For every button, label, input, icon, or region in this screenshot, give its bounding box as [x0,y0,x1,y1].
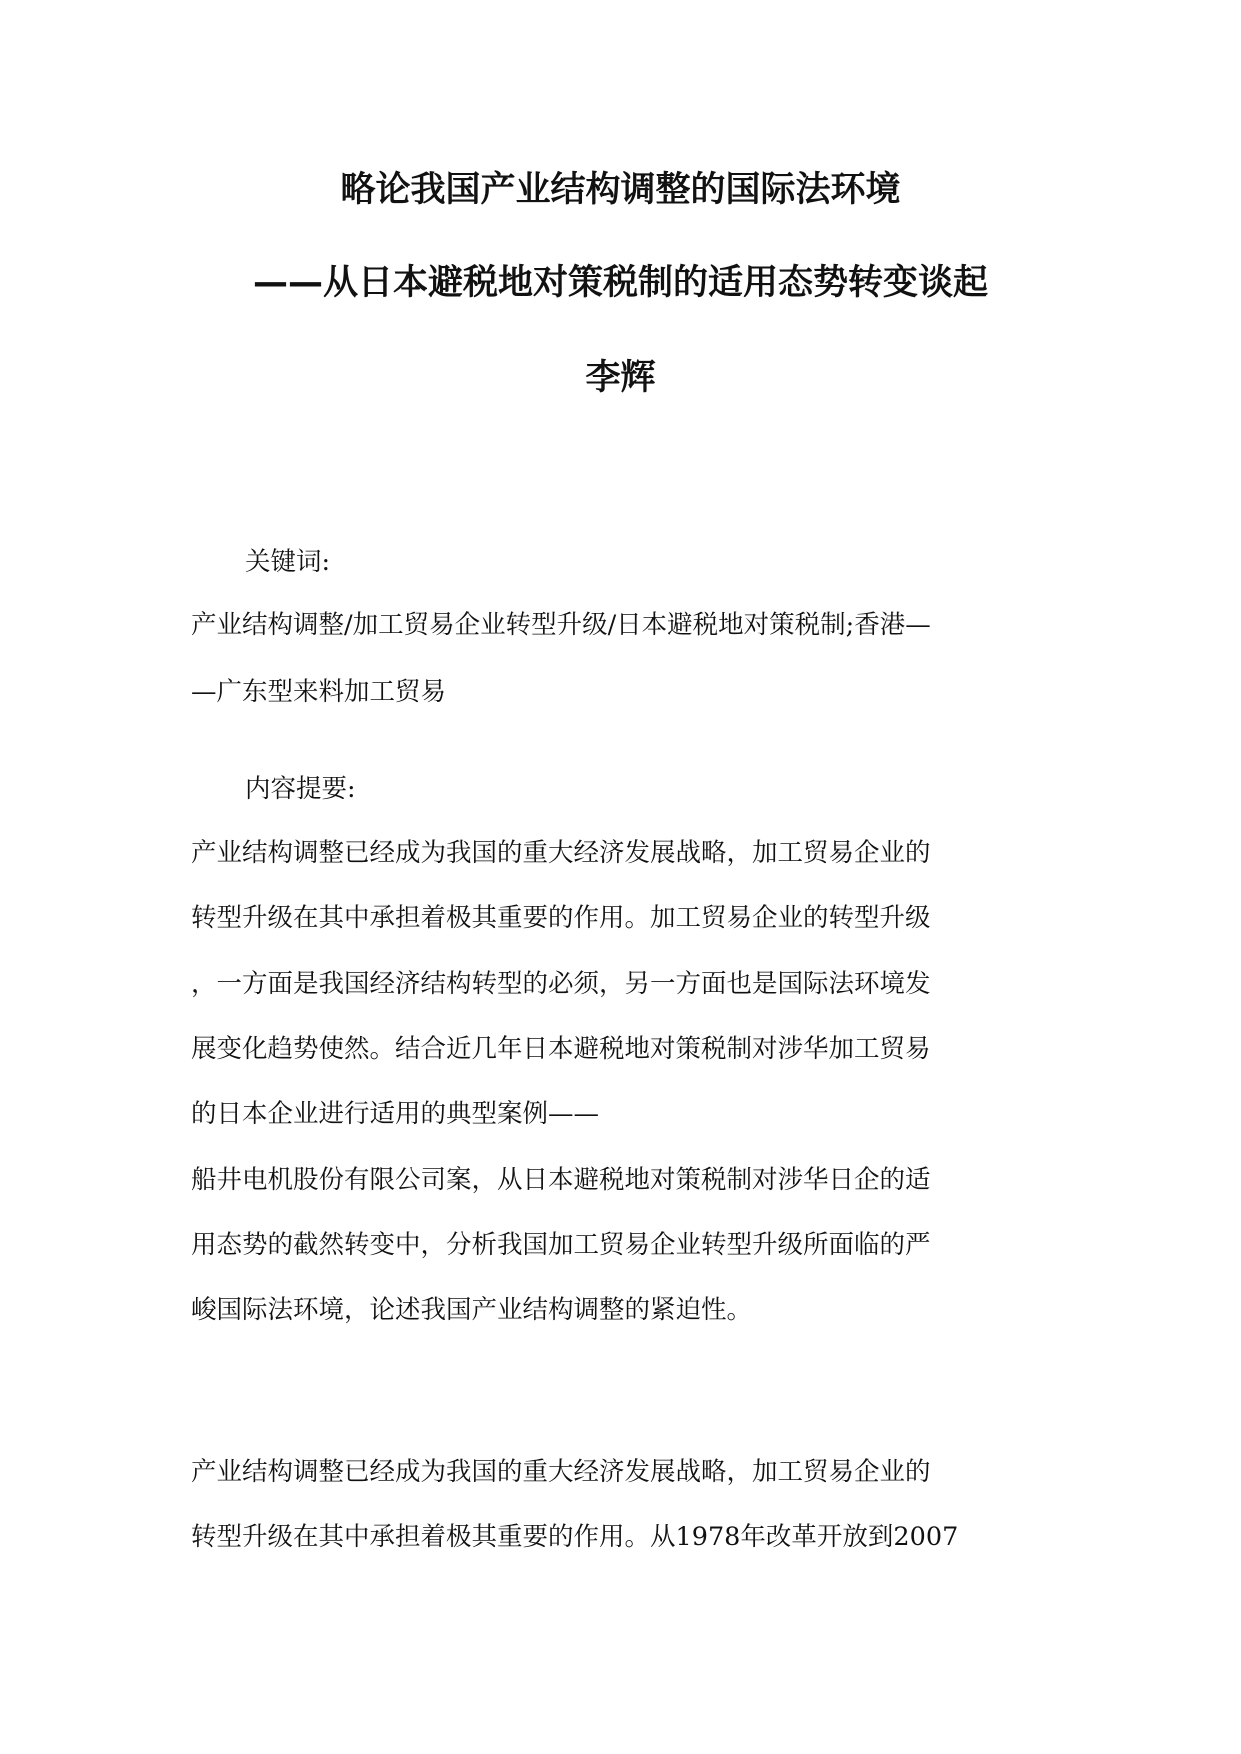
abstract-line: 产业结构调整已经成为我国的重大经济发展战略，加工贸易企业的 [191,838,931,868]
abstract-line: 转型升级在其中承担着极其重要的作用。加工贸易企业的转型升级 [191,903,931,933]
keywords-line: —广东型来料加工贸易 [191,677,447,707]
abstract-line: 船井电机股份有限公司案，从日本避税地对策税制对涉华日企的适 [191,1165,931,1195]
abstract-line: ，一方面是我国经济结构转型的必须，另一方面也是国际法环境发 [191,969,931,999]
abstract-line: 的日本企业进行适用的典型案例—— [191,1099,600,1129]
abstract-line: 用态势的截然转变中，分析我国加工贸易企业转型升级所面临的严 [191,1230,931,1260]
body-line: 转型升级在其中承担着极其重要的作用。从1978年改革开放到2007 [191,1522,959,1552]
abstract-label: 内容提要: [245,774,356,804]
abstract-line: 峻国际法环境，论述我国产业结构调整的紧迫性。 [191,1295,753,1325]
document-title: 略论我国产业结构调整的国际法环境 [340,170,901,210]
abstract-line: 展变化趋势使然。结合近几年日本避税地对策税制对涉华加工贸易 [191,1034,931,1064]
body-line: 产业结构调整已经成为我国的重大经济发展战略，加工贸易企业的 [191,1457,931,1487]
author-name: 李辉 [585,358,656,398]
document-subtitle: ——从日本避税地对策税制的适用态势转变谈起 [252,263,988,303]
keywords-label: 关键词: [245,547,331,577]
keywords-line: 产业结构调整/加工贸易企业转型升级/日本避税地对策税制;香港— [191,610,931,640]
